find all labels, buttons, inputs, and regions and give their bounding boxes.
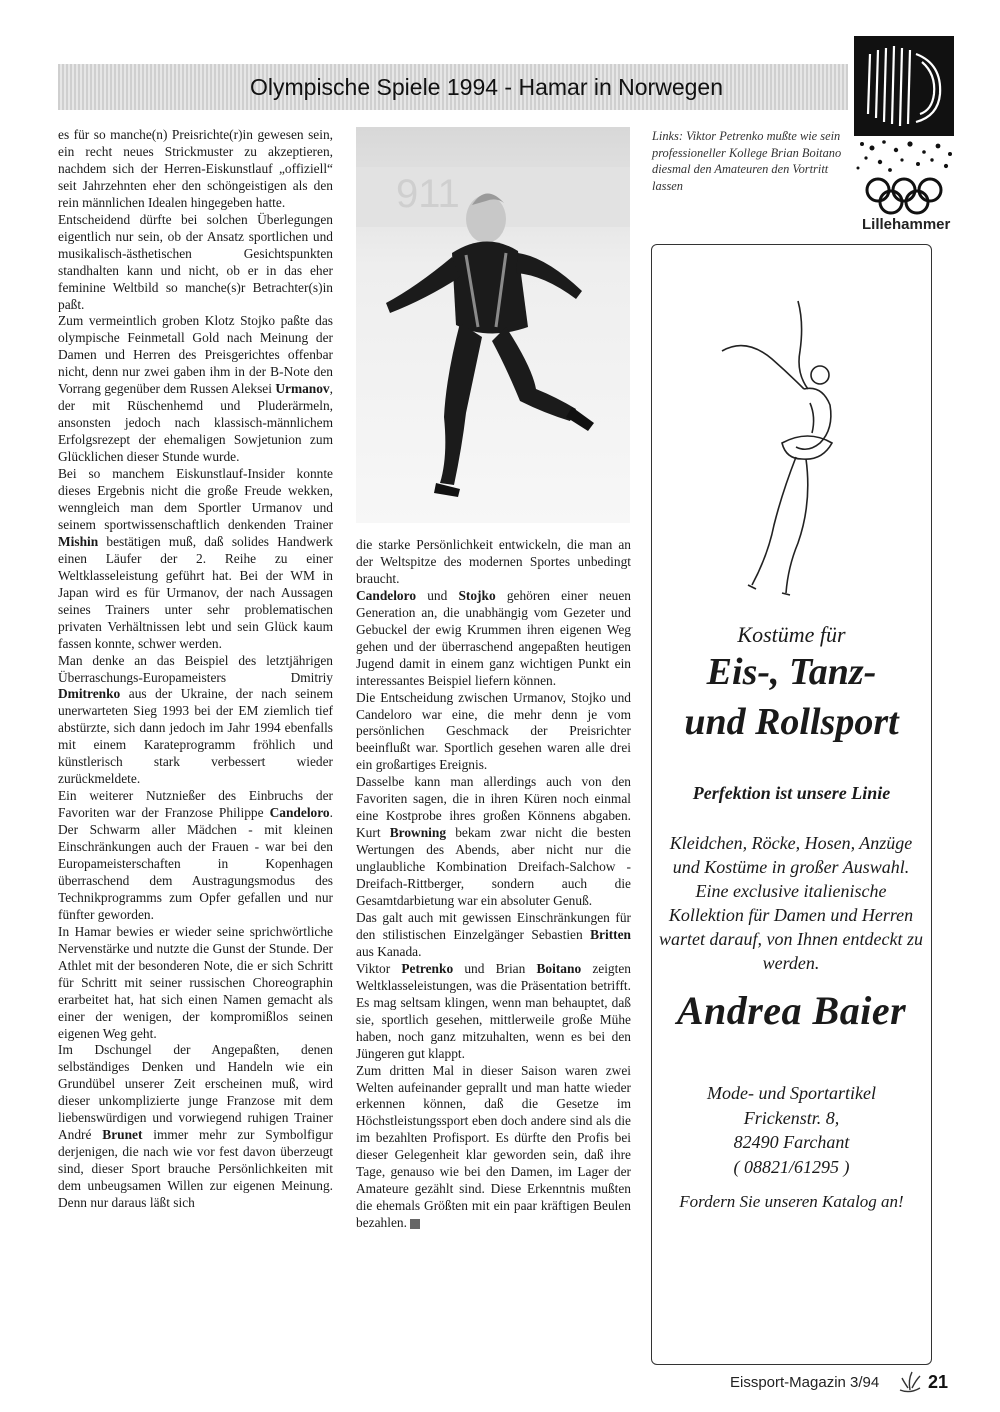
paragraph: In Hamar bewies er wieder seine sprichwörtliche Nervenstärke und nutzte die Gunst der Stunde. Der Athlet mit der besonderen Note, die er sich Schritt für Schritt mit seiner russischen Choreographin erarbeitet hat, hat sich einen Namen gemacht als einer der wenigen, der kompromißlos seinen eigenen Weg geht.: [58, 923, 333, 1041]
end-mark-icon: [410, 1219, 420, 1229]
ad-headline-2: und Rollsport: [684, 701, 899, 743]
page-title: Olympische Spiele 1994 - Hamar in Norwegen: [250, 74, 723, 100]
ad-address-line: 82490 Farchant: [733, 1132, 850, 1152]
paragraph: Dasselbe kann man allerdings auch von den Favoriten sagen, die in ihren Küren noch einmal eine Kostprobe ihres großen Könnens abgaben. Kurt Browning bekam zwar nicht die besten Wertungen des Abends, aber nicht nur die unglaubliche Kombination Dreifach-Salchow - Dreifach-Rittberger, sondern auch die Gesamtdarbietung war ein absoluter Genuß.: [356, 774, 631, 909]
footer-magazine: Eissport-Magazin 3/94: [730, 1374, 880, 1391]
dancer-illustration: [712, 293, 852, 603]
ad-signature: Andrea Baier: [676, 988, 907, 1033]
paragraph: Bei so manchem Eiskunstlauf-Insider konnte dieses Ergebnis nicht die große Freude wekken, wenngleich man dem Sportler Urmanov und seinem sportwissenschaftlich denkenden Trainer Mishin bestätigen muß, daß solides Handwerk einen Läufer der 2. Reihe zu einer Weltklasseleistung geführt hat. Bei der WM in Japan wird es für Urmanov, der nach Aussagen seines Trainers unter sehr problematischen privaten Verhältnissen lebt und sein Glück kaum fassen konnte, schwer werden.: [58, 466, 333, 651]
ad-address-line: Frickenstr. 8,: [743, 1107, 840, 1128]
paragraph: Zum dritten Mal in dieser Saison waren zwei Welten aufeinander geprallt und man hatte wieder erkennen können, daß die Gesetze im Höchstleistungssport eben doch andere sind als die im bezahlten Profisport. Es dürfte den Profis bei dieser Gelegenheit klar geworden sein, daß ihre Tage, genauso wie bei den Damen, im Lager der Amateure gezählt sind. Diese Erkenntnis mußten die ehemals Größten mit ein paar kräftigen Beulen bezahlen.: [356, 1062, 631, 1231]
skater-photo: [356, 127, 630, 523]
photo-caption: Links: Viktor Petrenko mußte wie sein professioneller Kollege Brian Boitano diesmal den Amateuren den Vortritt lassen: [652, 129, 842, 193]
ad-address-line: Mode- und Sportartikel: [707, 1083, 876, 1103]
ad-description: Kleidchen, Röcke, Hosen, Anzüge und Kostüme in großer Auswahl. Eine exclusive italienische Kollektion für Damen und Herren wartet darauf, von Ihnen entdeckt zu werden.: [659, 833, 923, 973]
paragraph: Viktor Petrenko und Brian Boitano zeigten Weltklasseleistungen, was die Präsentation betrifft. Es mag seltsam klingen, wenn man behauptet, daß sie, sportlich gesehen, mittlerweile große Mühe haben, noch ganz mitzuhalten, wenn es bei den Jüngeren gut klappt.: [356, 960, 631, 1061]
paragraph: es für so manche(n) Preisrichte(r)in gewesen sein, ein recht neues Strickmuster zu akzeptieren, nachdem sich der Herren-Eiskunstlauf „offiziell“ seit Jahrzehnten eher den schöngeistigen als den rein männlichen Idealen hingegeben hatte.: [58, 127, 333, 210]
article-column-2: [356, 537, 631, 1232]
ad-catalog-callout: Fordern Sie unseren Katalog an!: [679, 1192, 904, 1211]
paragraph: Zum vermeintlich groben Klotz Stojko paßte das olympische Feinmetall Gold nach Meinung der Damen und Herren des Preisgerichtes offenbar nicht, denn nur zwei gaben ihm in der B-Note den Vorrang gegenüber dem Russen Aleksei Urmanov, der mit Rüschenhemd und Pluderärmeln, ansonsten jedoch nach klassisch-männlichem Erfolgsrezept der ehemaligen Sowjetunion zum Glücklichen dieser Stunde wurde.: [58, 313, 333, 465]
page-number: 21: [928, 1372, 949, 1392]
paragraph: Man denke an das Beispiel des letztjährigen Überraschungs-Europameisters Dmitriy Dmitrenko aus der Ukraine, der nach seinem unerwarteten Sieg 1993 bei der EM ziemlich tief abstürzte, sich dann jedoch im Jahr 1994 ebenfalls mit einem Karateprogramm fröhlich und künstlerisch stark verbessert wieder zurückmeldete.: [58, 652, 333, 787]
ad-kostume-heading: Kostüme für: [737, 622, 846, 647]
paragraph: die starke Persönlichkeit entwickeln, die man an der Weltspitze des modernen Sportes unbedingt braucht.: [356, 537, 631, 586]
paragraph: Entscheidend dürfte bei solchen Überlegungen eigentlich nur sein, ob der Ansatz sportlichen und musikalisch-ästhetischen Gesichtspunkten standhalten kann und nicht, ob er in das eher feminine Weltbild so manche(s)r Betrachter(s)in paßt.: [58, 211, 333, 312]
lillehammer-olympic-logo: [852, 34, 960, 234]
paragraph: Im Dschungel der Angepaßten, denen selbständiges Denken und Handeln wie ein Grundübel unserer Zeit erscheinen muß, wird dieser unkomplizierte junge Franzose mit dem liebenswürdigen und vorwiegend ruhigen Trainer André Brunet immer mehr zur Symbolfigur derjenigen, die nach wie vor fest davon überzeugt sind, dieser Sport brauche Persönlichkeiten mit dem unbeugsamen Willen zur eigenen Meinung. Denn nur daraus läßt sich: [58, 1042, 333, 1211]
paragraph: Ein weiterer Nutznießer des Einbruchs der Favoriten war der Franzose Philippe Candeloro. Der Schwarm aller Mädchen - mit kleinen Einschränkungen auch der Frauen - war bei den Europameisterschaften in Kopenhagen überraschend dem Austragungsmodus des Technikprogramms zum Opfer gefallen und nur fünfter geworden.: [58, 788, 333, 922]
ad-address: [652, 1081, 931, 1179]
ad-phone: ( 08821/61295 ): [733, 1156, 850, 1177]
paragraph: Das galt auch mit gewissen Einschränkungen für den stilistischen Einzelgänger Sebastien Britten aus Kanada.: [356, 909, 631, 959]
paragraph: Candeloro und Stojko gehören einer neuen Generation an, die unabhängig vom Gezeter und Gebuckel der ewig Krummen ihren eigenen Weg gehen und der überraschend angepaßten heutigen Jugend damit in einem ganz wichtigen Punkt ein interessantes Beispiel liefern können.: [356, 587, 631, 688]
paragraph: Die Entscheidung zwischen Urmanov, Stojko und Candeloro war eine, die mehr denn je vom persönlichen Geschmack der Preisrichter beeinflußt war. Sportlich gesehen waren alle drei ein großartiges Ereignis.: [356, 689, 631, 773]
logo-wordmark: Lillehammer: [862, 216, 951, 233]
advertisement-box: [651, 244, 932, 1365]
skater-bird-icon: [896, 1368, 924, 1396]
article-column-1: [58, 127, 333, 1212]
svg-text:911: 911: [396, 172, 460, 216]
ad-slogan: Perfektion ist unsere Linie: [692, 783, 891, 803]
ad-headline-1: Eis-, Tanz-: [706, 651, 877, 693]
